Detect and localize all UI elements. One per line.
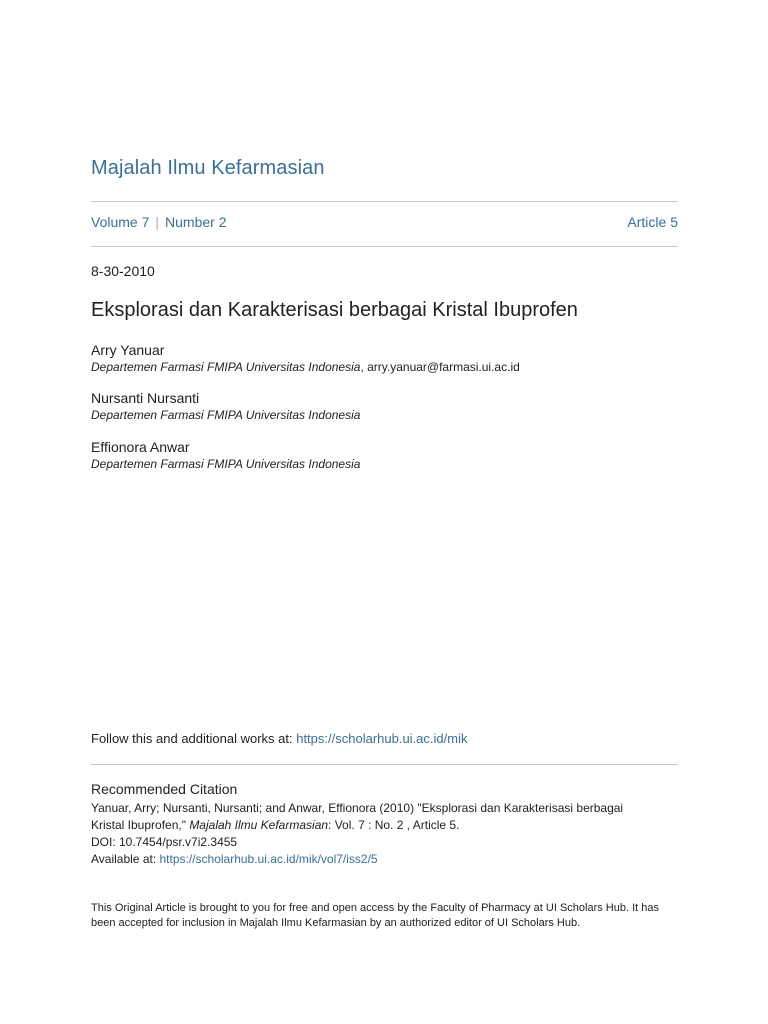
citation-line-1: Yanuar, Arry; Nursanti, Nursanti; and Anwar, Effionora (2010) "Eksplorasi dan Karakterisasi berbagai <box>91 801 624 815</box>
citation-title-part: Kristal Ibuprofen," <box>91 818 190 832</box>
publication-date: 8-30-2010 <box>91 263 155 279</box>
volume-link[interactable]: Volume 7 <box>91 214 150 230</box>
citation-divider <box>91 764 678 765</box>
number-link[interactable]: Number 2 <box>165 214 227 230</box>
author-affiliation-line <box>91 359 520 376</box>
citation-line-2 <box>91 817 678 834</box>
citation-text <box>91 800 678 868</box>
author-block <box>91 439 360 473</box>
top-divider <box>91 201 678 202</box>
author-name: Nursanti Nursanti <box>91 390 200 406</box>
author-name: Effionora Anwar <box>91 439 190 455</box>
journal-title-link[interactable]: Majalah Ilmu Kefarmasian <box>91 157 325 179</box>
author-affiliation: Departemen Farmasi FMIPA Universitas Indonesia <box>91 408 361 422</box>
author-email: , arry.yanuar@farmasi.ui.ac.id <box>360 360 520 374</box>
citation-volume-part: : Vol. 7 : No. 2 , Article 5. <box>328 818 460 832</box>
author-name: Arry Yanuar <box>91 342 165 358</box>
citation-available-line <box>91 851 678 868</box>
follow-label: Follow this and additional works at: <box>91 731 297 746</box>
author-block <box>91 390 360 424</box>
issue-navigation <box>91 214 678 230</box>
author-affiliation: Departemen Farmasi FMIPA Universitas Indonesia <box>91 457 361 471</box>
access-note: This Original Article is brought to you for free and open access by the Faculty of Pharmacy at UI Scholars Hub. It has been accepted for inclusion in Majalah Ilmu Kefarmasian by an authorized editor of UI Scholars Hub. <box>91 902 659 929</box>
issue-separator: | <box>155 214 160 230</box>
citation-journal: Majalah Ilmu Kefarmasian <box>189 818 329 832</box>
cover-page <box>91 0 678 1024</box>
article-title: Eksplorasi dan Karakterisasi berbagai Kristal Ibuprofen <box>91 299 578 321</box>
author-affiliation-line <box>91 407 360 424</box>
author-block <box>91 342 520 376</box>
available-url-link[interactable]: https://scholarhub.ui.ac.id/mik/vol7/iss2/5 <box>159 852 378 866</box>
citation-doi: DOI: 10.7454/psr.v7i2.3455 <box>91 835 238 849</box>
recommended-citation-heading: Recommended Citation <box>91 781 238 797</box>
author-affiliation-line <box>91 456 360 473</box>
available-label: Available at: <box>91 852 160 866</box>
author-affiliation: Departemen Farmasi FMIPA Universitas Indonesia <box>91 360 361 374</box>
article-link[interactable]: Article 5 <box>627 214 678 230</box>
follow-line <box>91 731 467 746</box>
follow-url-link[interactable]: https://scholarhub.ui.ac.id/mik <box>296 731 468 746</box>
issue-divider <box>91 246 678 247</box>
